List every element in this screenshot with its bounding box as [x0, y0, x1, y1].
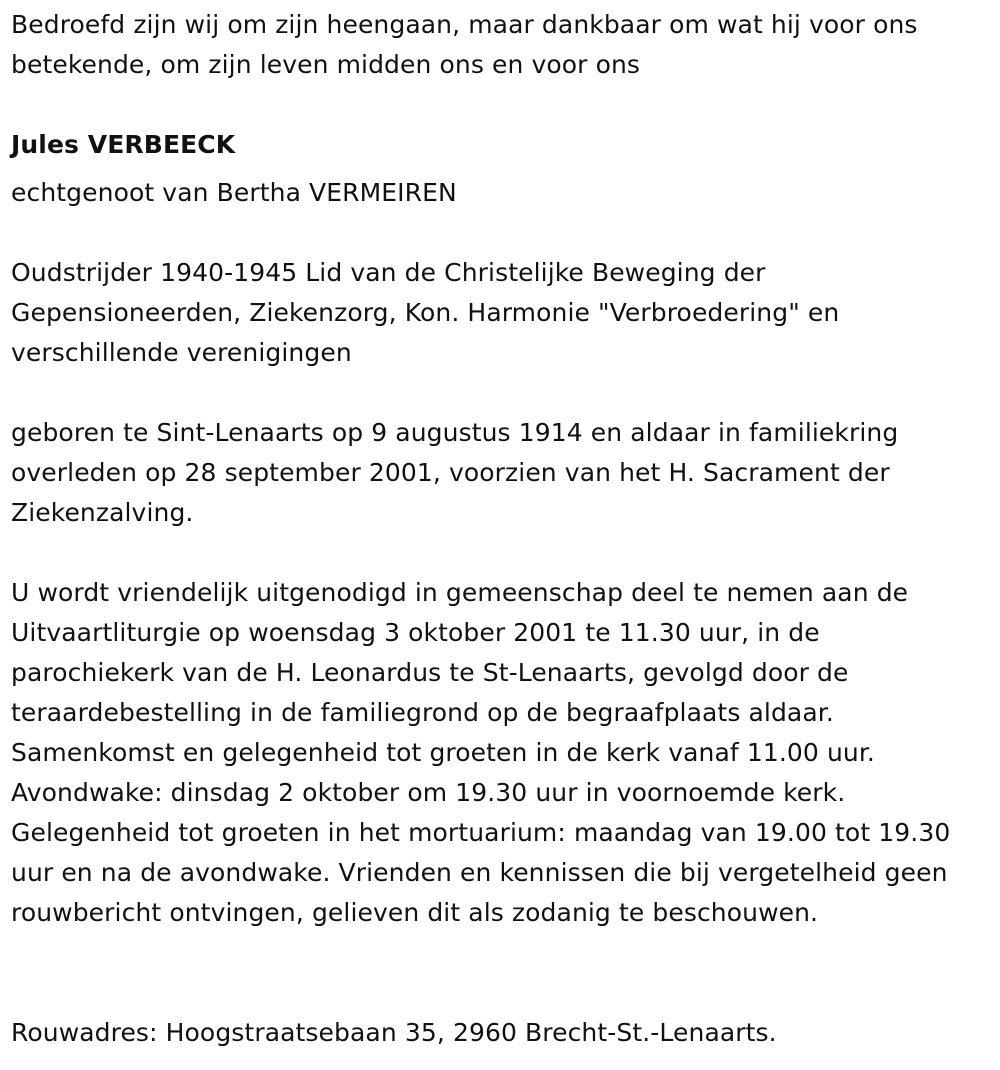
funeral-text: U wordt vriendelijk uitgenodigd in gemeenschap deel te nemen aan de Uitvaartliturgie op woensdag 3 oktober 2001 te 11.30 uur, in de parochiekerk van de H. Leonardus te St-Lenaarts, gevolgd door de teraardebestelling in de familiegrond op de begraafplaats aldaar. Samenkomst en gelegenheid tot groeten in de kerk vanaf 11.00 uur. Avondwake: dinsdag 2 oktober om 19.30 uur in voornoemde kerk. Gelegenheid tot groeten in het mortuarium: maandag van 19.00 tot 19.30 uur en na de avondwake. Vrienden en kennissen die bij vergetelheid geen rouwbericht ontvingen, gelieven dit als zodanig te beschouwen.	[11, 578, 951, 927]
intro-text: Bedroefd zijn wij om zijn heengaan, maar dankbaar om wat hij voor ons betekende, om zijn leven midden ons en voor ons	[11, 10, 918, 79]
birth-death-text: geboren te Sint-Lenaarts op 9 augustus 1914 en aldaar in familiekring overleden op 28 september 2001, voorzien van het H. Sacrament der Ziekenzalving.	[11, 418, 899, 527]
address-text: Rouwadres: Hoogstraatsebaan 35, 2960 Brecht-St.-Lenaarts.	[11, 1018, 777, 1047]
deceased-name: Jules VERBEECK	[11, 130, 236, 159]
spouse-text: echtgenoot van Bertha VERMEIREN	[11, 178, 457, 207]
memberships-text: Oudstrijder 1940-1945 Lid van de Christelijke Beweging der Gepensioneerden, Ziekenzorg, Kon. Harmonie "Verbroedering" en verschillende verenigingen	[11, 258, 840, 367]
